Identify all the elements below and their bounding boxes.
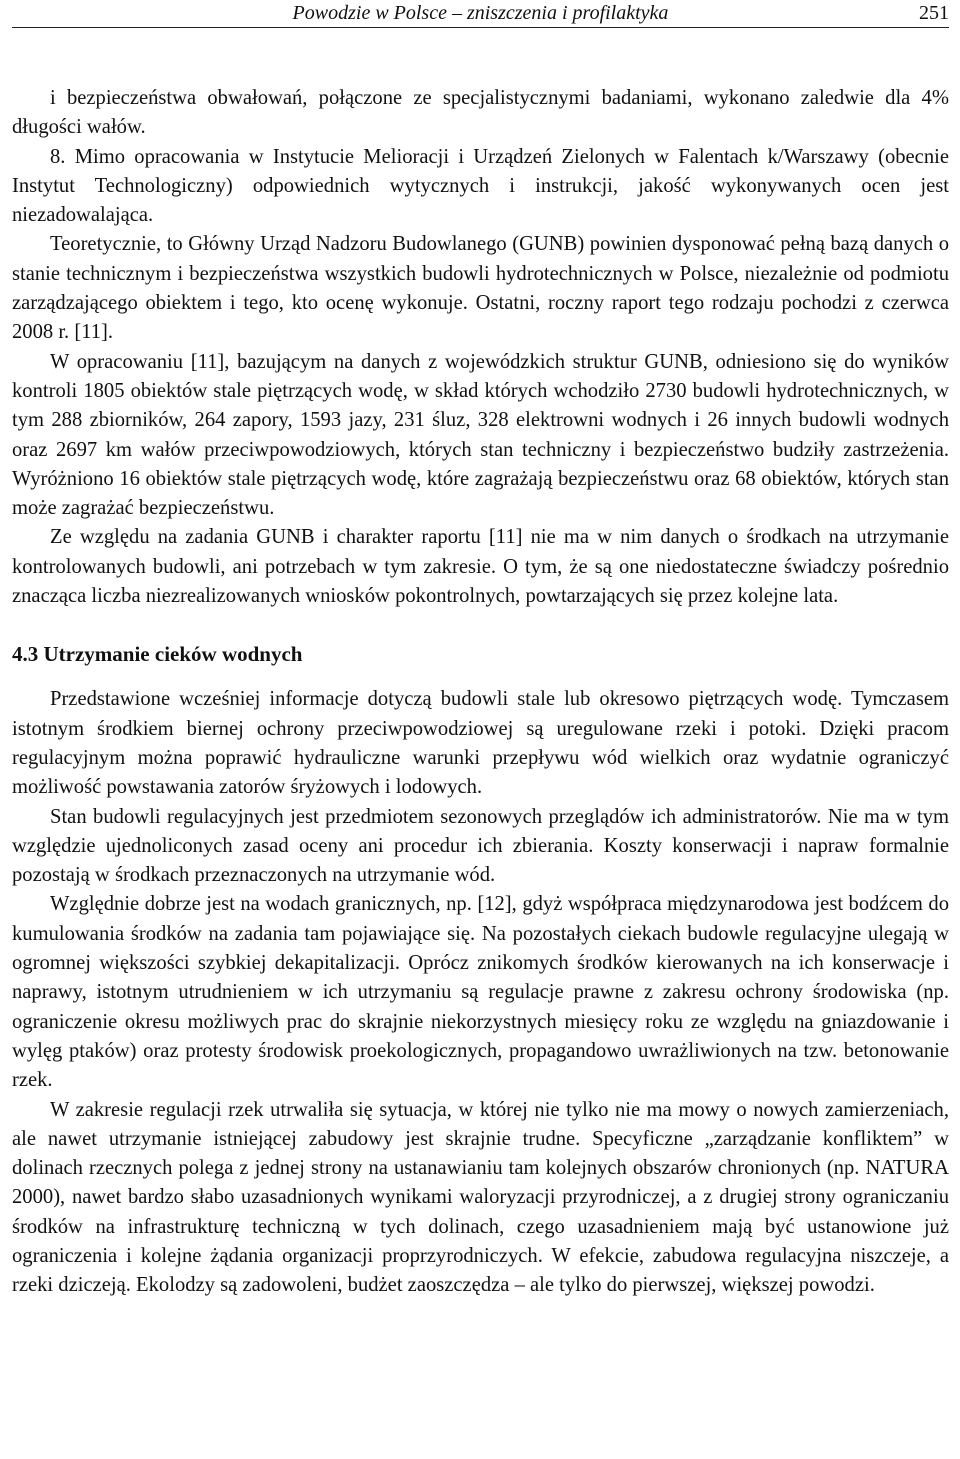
numbered-point-8: 8. Mimo opracowania w Instytucie Melioracji i Urządzeń Zielonych w Falentach k/Warszawy (obecnie Instytut Technologiczny) odpowiednich wytycznych i instrukcji, jakość wykonywanych ocen jest niezadowalająca. (12, 145, 949, 227)
continuation-paragraph: i bezpieczeństwa obwałowań, połączone ze specjalistycznymi badaniami, wykonano zaledwie dla 4% długości wałów. (12, 87, 949, 139)
body-paragraph: Stan budowli regulacyjnych jest przedmiotem sezonowych przeglądów ich administratorów. Nie ma w tym względzie ujednoliconych zasad oceny ani procedur ich zbierania. Koszty konserwacji i napraw formalnie pozostają w środkach przeznaczonych na utrzymanie wód. (12, 805, 949, 887)
body-paragraph: Względnie dobrze jest na wodach granicznych, np. [12], gdyż współpraca międzynarodowa jest bodźcem do kumulowania środków na zadania tam pojawiające się. Na pozostałych ciekach budowle regulacyjne ulegają w ogromnej większości szybkiej dekapitalizacji. Oprócz znikomych środków kierowanych na ich konserwacje i naprawy, istotnym utrudnieniem w ich utrzymaniu są regulacje prawne z zakresu ochrony środowiska (np. ograniczenie okresu możliwych prac do skrajnie niekorzystnych miesięcy roku ze względu na gniazdowanie i wylęg ptaków) oraz protesty środowisk proekologicznych, propagandowo uwrażliwionych na tzw. betonowanie rzek. (12, 893, 949, 1092)
body-paragraph: Przedstawione wcześniej informacje dotyczą budowli stale lub okresowo piętrzących wodę. Tymczasem istotnym środkiem biernej ochrony przeciwpowodziowej są uregulowane rzeki i potoki. Dzięki pracom regulacyjnym można poprawić hydrauliczne warunki przepływu wód wielkich oraz wydatnie ograniczyć możliwość powstawania zatorów śryżowych i lodowych. (12, 688, 949, 799)
body-paragraph: Ze względu na zadania GUNB i charakter raportu [11] nie ma w nim danych o środkach na utrzymanie kontrolowanych budowli, ani potrzebach w tym zakresie. O tym, że są one niedostateczne świadczy pośrednio znacząca liczba niezrealizowanych wniosków pokontrolnych, powtarzających się przez kolejne lata. (12, 526, 949, 608)
body-paragraph: W opracowaniu [11], bazującym na danych z wojewódzkich struktur GUNB, odniesiono się do wyników kontroli 1805 obiektów stale piętrzących wodę, w skład których wchodziło 2730 budowli hydrotechnicznych, w tym 288 zbiorników, 264 zapory, 1593 jazy, 231 śluz, 328 elektrowni wodnych i 26 innych budowli wodnych oraz 2697 km wałów przeciwpowodziowych, których stan techniczny i bezpieczeństwo budziły zastrzeżenia. Wyróżniono 16 obiektów stale piętrzących wodę, które zagrażają bezpieczeństwu oraz 68 obiektów, których stan może zagrażać bezpieczeństwu. (12, 350, 949, 520)
section-heading: 4.3 Utrzymanie cieków wodnych (12, 642, 303, 667)
body-paragraph: Teoretycznie, to Główny Urząd Nadzoru Budowlanego (GUNB) powinien dysponować pełną bazą danych o stanie technicznym i bezpieczeństwa wszystkich budowli hydrotechnicznych w Polsce, niezależnie od podmiotu zarządzającego obiektem i tego, kto ocenę wykonuje. Ostatni, roczny raport tego rodzaju pochodzi z czerwca 2008 r. [11]. (12, 233, 949, 344)
page-body (12, 84, 949, 1301)
header-title: Powodzie w Polsce – zniszczenia i profilaktyka (292, 2, 669, 24)
running-header (12, 0, 949, 28)
page-number: 251 (919, 2, 949, 24)
body-paragraph: W zakresie regulacji rzek utrwaliła się sytuacja, w której nie tylko nie ma mowy o nowych zamierzeniach, ale nawet utrzymanie istniejącej zabudowy jest skrajnie trudne. Specyficzne „zarządzanie konfliktem” w dolinach rzecznych polega z jednej strony na ustanawianiu tam kolejnych obszarów chronionych (np. NATURA 2000), nawet bardzo słabo uzasadnionych wynikami waloryzacji przyrodniczej, a z drugiej strony ograniczaniu środków na infrastrukturę techniczną w tych dolinach, czego uzasadnieniem mają być ustanowione już ograniczenia i kolejne żądania organizacji proprzyrodniczych. W efekcie, zabudowa regulacyjna niszczeje, a rzeki dziczeją. Ekolodzy są zadowoleni, budżet zaoszczędza – ale tylko do pierwszej, większej powodzi. (12, 1098, 949, 1297)
